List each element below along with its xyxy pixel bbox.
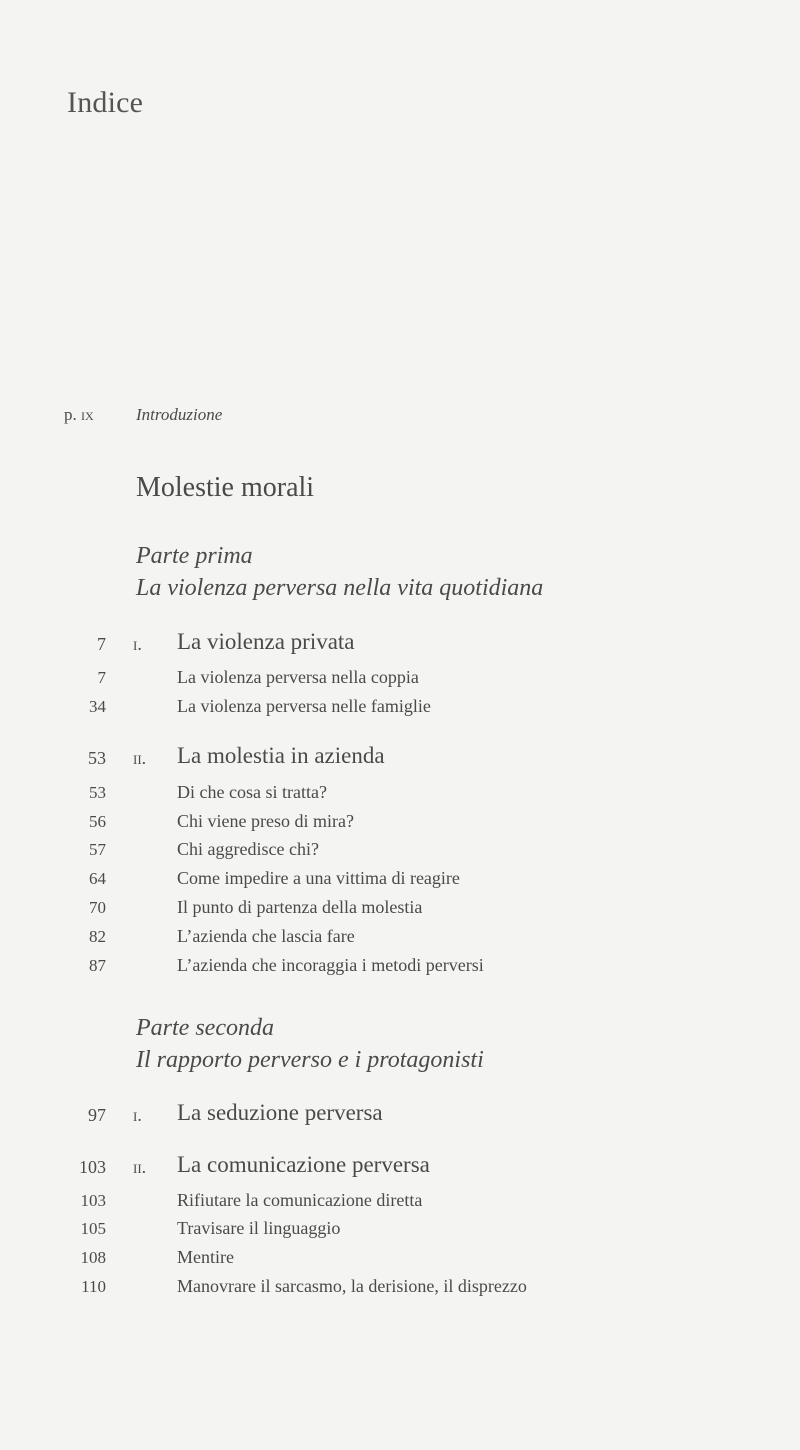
page-number: 87 (89, 956, 106, 975)
page-title: Indice (67, 86, 144, 119)
toc-section[interactable] (0, 1215, 800, 1245)
toc-section[interactable] (0, 952, 800, 982)
section-title: Travisare il linguaggio (177, 1218, 341, 1238)
toc-chapter[interactable] (0, 1148, 800, 1178)
book-title: Molestie morali (136, 472, 315, 503)
page-number: 108 (80, 1248, 106, 1267)
toc-section[interactable] (0, 1187, 800, 1217)
intro-page-number: ix (81, 405, 94, 424)
page-number: 97 (88, 1105, 106, 1125)
section-title: Chi viene preso di mira? (177, 811, 354, 831)
toc-section[interactable] (0, 693, 800, 723)
toc-chapter[interactable] (0, 1096, 800, 1126)
page-number: 103 (79, 1157, 106, 1177)
section-title: L’azienda che lascia fare (177, 926, 355, 946)
page-number: 70 (89, 898, 106, 917)
chapter-title: La molestia in azienda (177, 743, 385, 768)
page-number: 53 (88, 748, 106, 768)
section-title: L’azienda che incoraggia i metodi perversi (177, 955, 484, 975)
section-title: Chi aggredisce chi? (177, 839, 319, 859)
intro-page-ref (64, 405, 94, 425)
section-title: Di che cosa si tratta? (177, 782, 327, 802)
page-number: 110 (81, 1277, 106, 1296)
page-number: 103 (80, 1191, 106, 1210)
section-title: Il punto di partenza della molestia (177, 897, 423, 917)
toc-chapter[interactable] (0, 739, 800, 769)
toc-section[interactable] (0, 836, 800, 866)
toc-chapter[interactable] (0, 625, 800, 655)
page-prefix: p. (64, 405, 77, 424)
page-number: 57 (89, 840, 106, 859)
chapter-number: ii. (133, 748, 147, 768)
section-title: La violenza perversa nelle famiglie (177, 696, 431, 716)
part-title: La violenza perversa nella vita quotidiana (136, 575, 544, 601)
page-number: 64 (89, 869, 106, 888)
toc-section[interactable] (0, 923, 800, 953)
page-number: 105 (80, 1219, 106, 1238)
part-title: Il rapporto perverso e i protagonisti (136, 1047, 484, 1073)
part-heading (136, 1012, 484, 1076)
chapter-number: i. (133, 634, 142, 654)
page-number: 53 (89, 783, 106, 802)
chapter-title: La seduzione perversa (177, 1100, 383, 1125)
intro-entry[interactable]: Introduzione (136, 405, 223, 424)
chapter-title: La comunicazione perversa (177, 1152, 430, 1177)
toc-section[interactable] (0, 664, 800, 694)
chapter-number: ii. (133, 1157, 147, 1177)
section-title: Rifiutare la comunicazione diretta (177, 1190, 423, 1210)
part-label: Parte seconda (136, 1015, 274, 1041)
page-number: 7 (97, 634, 106, 654)
toc-section[interactable] (0, 1273, 800, 1303)
section-title: Mentire (177, 1247, 234, 1267)
page-number: 82 (89, 927, 106, 946)
chapter-title: La violenza privata (177, 629, 355, 654)
toc-section[interactable] (0, 865, 800, 895)
chapter-number: i. (133, 1105, 142, 1125)
part-heading (136, 540, 543, 604)
page-number: 7 (97, 668, 106, 687)
toc-section[interactable] (0, 894, 800, 924)
toc-section[interactable] (0, 1244, 800, 1274)
toc-section[interactable] (0, 779, 800, 809)
toc-section[interactable] (0, 808, 800, 838)
section-title: Manovrare il sarcasmo, la derisione, il disprezzo (177, 1276, 527, 1296)
page-number: 56 (89, 812, 106, 831)
section-title: La violenza perversa nella coppia (177, 667, 419, 687)
part-label: Parte prima (136, 543, 253, 569)
section-title: Come impedire a una vittima di reagire (177, 868, 460, 888)
page-number: 34 (89, 697, 106, 716)
